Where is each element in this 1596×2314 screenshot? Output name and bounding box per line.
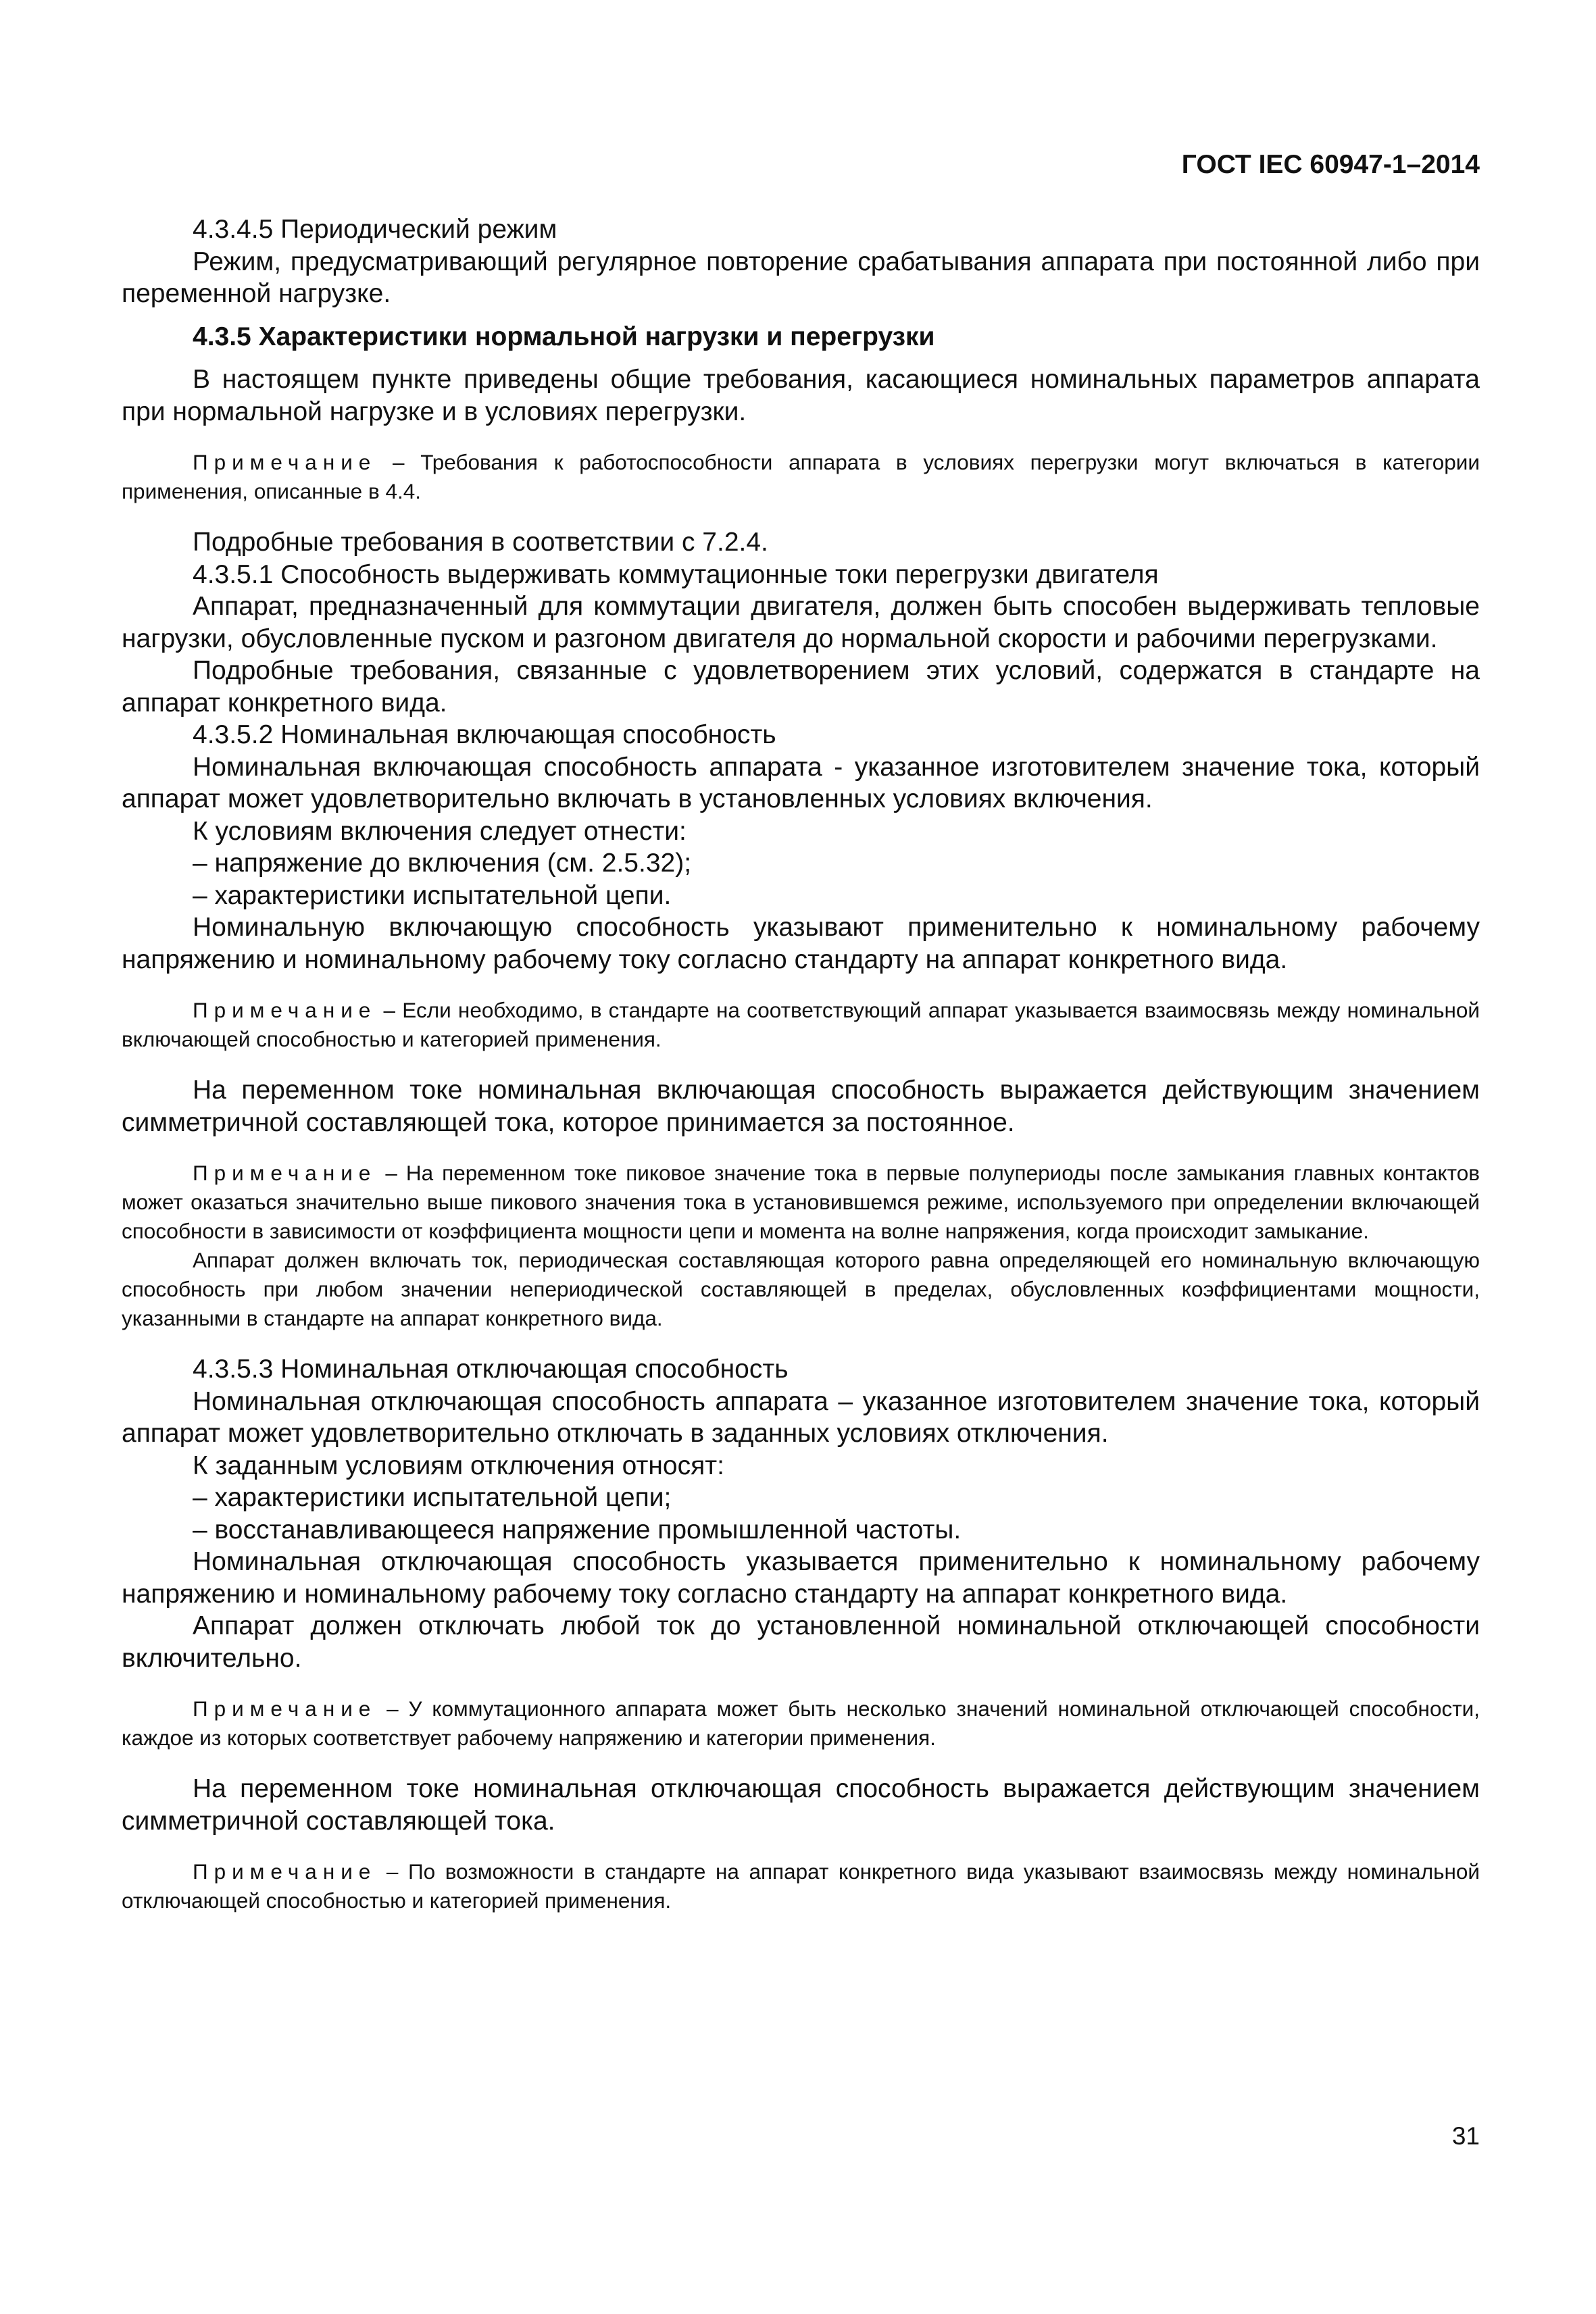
note-label: Примечание [193, 1696, 377, 1721]
list-item: – напряжение до включения (см. 2.5.32); [193, 849, 692, 878]
note-text: – На переменном токе пиковое значение тока в первые полупериоды после замыкания главных контактов может оказаться значительно выше пикового значения тока в установившемся режиме, используемого при определении включающей способности в зависимости от коэффициента мощности цепи и момента на волне напряжения, когда происходит замыкание. [122, 1161, 1480, 1243]
note-block [122, 1159, 1480, 1246]
paragraph: Номинальная отключающая способность указывается применительно к номинальному рабочему напряжению и номинальному рабочему току согласно стандарту на аппарат конкретного вида. [122, 1547, 1480, 1609]
clause-4-3-5-3-title: 4.3.5.3 Номинальная отключающая способность [193, 1355, 789, 1384]
paragraph: На переменном токе номинальная включающая способность выражается действующим значением симметричной составляющей тока, которое принимается за постоянное. [122, 1076, 1480, 1137]
note-label: Примечание [193, 998, 377, 1022]
list-item: – характеристики испытательной цепи; [193, 1483, 672, 1512]
paragraph: В настоящем пункте приведены общие требования, касающиеся номинальных параметров аппарата при нормальной нагрузке и в условиях перегрузки. [122, 365, 1480, 426]
paragraph: Режим, предусматривающий регулярное повторение срабатывания аппарата при постоянной либо при переменной нагрузке. [122, 247, 1480, 308]
clause-4-3-5-1-title: 4.3.5.1 Способность выдерживать коммутационные токи перегрузки двигателя [193, 559, 1159, 589]
paragraph: Подробные требования, связанные с удовлетворением этих условий, содержатся в стандарте на аппарат конкретного вида. [122, 656, 1480, 718]
list-item: – восстанавливающееся напряжение промышленной частоты. [193, 1515, 962, 1544]
clause-4-3-4-5-title: 4.3.4.5 Периодический режим [193, 215, 557, 244]
note-block [122, 996, 1480, 1054]
paragraph: Номинальную включающую способность указывают применительно к номинальному рабочему напряжению и номинальному рабочему току согласно стандарту на аппарат конкретного вида. [122, 913, 1480, 974]
list-item: – характеристики испытательной цепи. [193, 880, 672, 910]
note-text: – Если необходимо, в стандарте на соответствующий аппарат указывается взаимосвязь между номинальной включающей способностью и категорией применения. [122, 998, 1480, 1051]
paragraph: К заданным условиям отключения относят: [193, 1451, 724, 1480]
note-label: Примечание [193, 1161, 377, 1185]
note-text: – Требования к работоспособности аппарата в условиях перегрузки могут включаться в категории применения, описанные в 4.4. [122, 450, 1480, 503]
note-continuation: Аппарат должен включать ток, периодическая составляющая которого равна определяющей его номинальную включающую способность при любом значении непериодической составляющей в пределах, обусловленных коэффициентами мощности, указанными в стандарте на аппарат конкретного вида. [122, 1248, 1480, 1330]
clause-4-3-5-2-title: 4.3.5.2 Номинальная включающая способность [193, 720, 776, 749]
page-number: 31 [1451, 2122, 1480, 2150]
paragraph: Аппарат должен отключать любой ток до установленной номинальной отключающей способности включительно. [122, 1611, 1480, 1673]
note-block [122, 1694, 1480, 1753]
paragraph: На переменном токе номинальная отключающая способность выражается действующим значением симметричной составляющей тока. [122, 1774, 1480, 1836]
note-label: Примечание [193, 450, 377, 474]
note-text: – По возможности в стандарте на аппарат конкретного вида указывают взаимосвязь между номинальной отключающей способностью и категорией применения. [122, 1859, 1480, 1913]
document-page [122, 149, 1480, 1936]
paragraph: Аппарат, предназначенный для коммутации двигателя, должен быть способен выдерживать тепловые нагрузки, обусловленные пуском и разгоном двигателя до нормальной скорости и рабочими перегрузками. [122, 592, 1480, 653]
paragraph: Подробные требования в соответствии с 7.2.4. [193, 528, 768, 557]
note-text: – У коммутационного аппарата может быть несколько значений номинальной отключающей способности, каждое из которых соответствует рабочему напряжению и категории применения. [122, 1696, 1480, 1750]
note-block [122, 448, 1480, 506]
document-header: ГОСТ IEC 60947-1–2014 [1181, 150, 1480, 179]
note-label: Примечание [193, 1859, 377, 1884]
paragraph: Номинальная отключающая способность аппарата – указанное изготовителем значение тока, который аппарат может удовлетворительно отключать в заданных условиях отключения. [122, 1386, 1480, 1448]
note-block [122, 1857, 1480, 1915]
paragraph: К условиям включения следует отнести: [193, 816, 687, 846]
section-heading-4-3-5: 4.3.5 Характеристики нормальной нагрузки и перегрузки [193, 322, 935, 351]
paragraph: Номинальная включающая способность аппарата - указанное изготовителем значение тока, который аппарат может удовлетворительно включать в установленных условиях включения. [122, 752, 1480, 813]
